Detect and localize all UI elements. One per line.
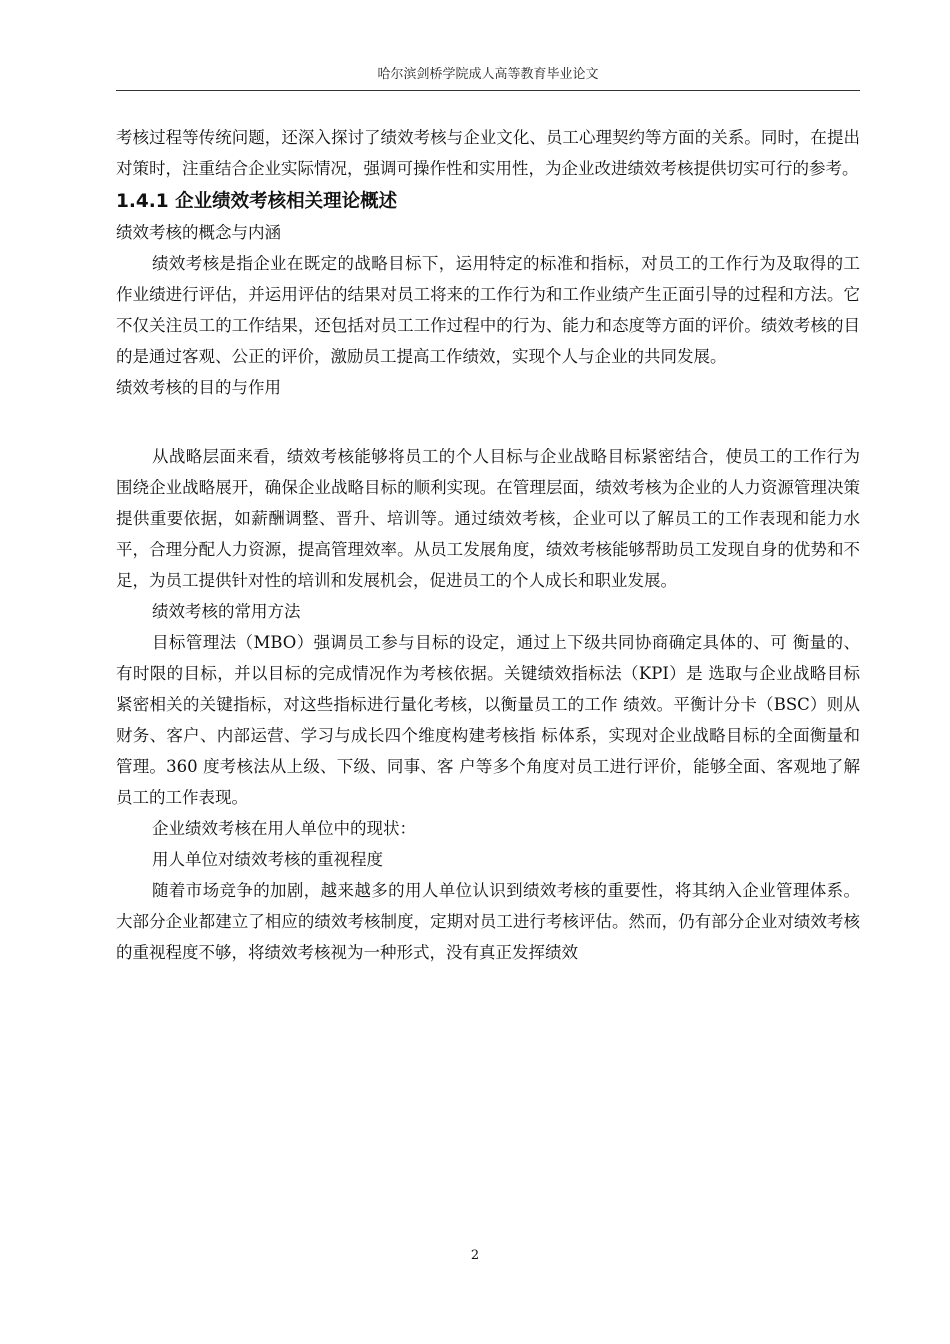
subheading-status: 企业绩效考核在用人单位中的现状： <box>152 819 416 838</box>
paragraph-purpose: 从战略层面来看，绩效考核能够将员工的个人目标与企业战略目标紧密结合，使员工的工作行为围绕企业战略展开，确保企业战略目标的顺利实现。在管理层面，绩效考核为企业的人力资源管理决策提供重要依据，如薪酬调整、晋升、培训等。通过绩效考核，企业可以了解员工的工作表现和能力水平，合理分配人力资源，提高管理效率。从员工发展角度，绩效考核能够帮助员工发现自身的优势和不足，为员工提供针对性的培训和发展机会，促进员工的个人成长和职业发展。 <box>116 447 860 590</box>
paragraph-emphasis: 随着市场竞争的加剧，越来越多的用人单位认识到绩效考核的重要性，将其纳入企业管理体系。大部分企业都建立了相应的绩效考核制度，定期对员工进行考核评估。然而，仍有部分企业对绩效考核的重视程度不够，将绩效考核视为一种形式，没有真正发挥绩效 <box>116 881 860 962</box>
subheading-methods: 绩效考核的常用方法 <box>152 602 301 621</box>
subheading-concept: 绩效考核的概念与内涵 <box>116 223 281 242</box>
page-header <box>116 66 860 91</box>
subheading-purpose: 绩效考核的目的与作用 <box>116 378 281 397</box>
section-heading-1-4-1: 1.4.1 企业绩效考核相关理论概述 <box>116 191 398 212</box>
paragraph-intro-continuation: 考核过程等传统问题，还深入探讨了绩效考核与企业文化、员工心理契约等方面的关系。同时，在提出对策时，注重结合企业实际情况，强调可操作性和实用性，为企业改进绩效考核提供切实可行的参考。 <box>116 128 860 178</box>
document-body <box>116 122 860 968</box>
subheading-emphasis: 用人单位对绩效考核的重视程度 <box>152 850 383 869</box>
header-title: 哈尔滨剑桥学院成人高等教育毕业论文 <box>377 67 599 82</box>
page-number: 2 <box>470 1248 480 1263</box>
blank-line <box>116 403 860 441</box>
paragraph-concept: 绩效考核是指企业在既定的战略目标下，运用特定的标准和指标，对员工的工作行为及取得的工作业绩进行评估，并运用评估的结果对员工将来的工作行为和工作业绩产生正面引导的过程和方法。它不仅关注员工的工作结果，还包括对员工工作过程中的行为、能力和态度等方面的评价。绩效考核的目的是通过客观、公正的评价，激励员工提高工作绩效，实现个人与企业的共同发展。 <box>116 254 860 366</box>
paragraph-methods: 目标管理法（MBO）强调员工参与目标的设定，通过上下级共同协商确定具体的、可 衡量的、有时限的目标，并以目标的完成情况作为考核依据。关键绩效指标法（KPI）是 选取与企业战略目标紧密相关的关键指标，对这些指标进行量化考核，以衡量员工的工作 绩效。平衡计分卡（BSC）则从财务、客户、内部运营、学习与成长四个维度构建考核指 标体系，实现对企业战略目标的全面衡量和管理。360 度考核法从上级、下级、同事、客 户等多个角度对员工进行评价，能够全面、客观地了解员工的工作表现。 <box>116 633 860 807</box>
